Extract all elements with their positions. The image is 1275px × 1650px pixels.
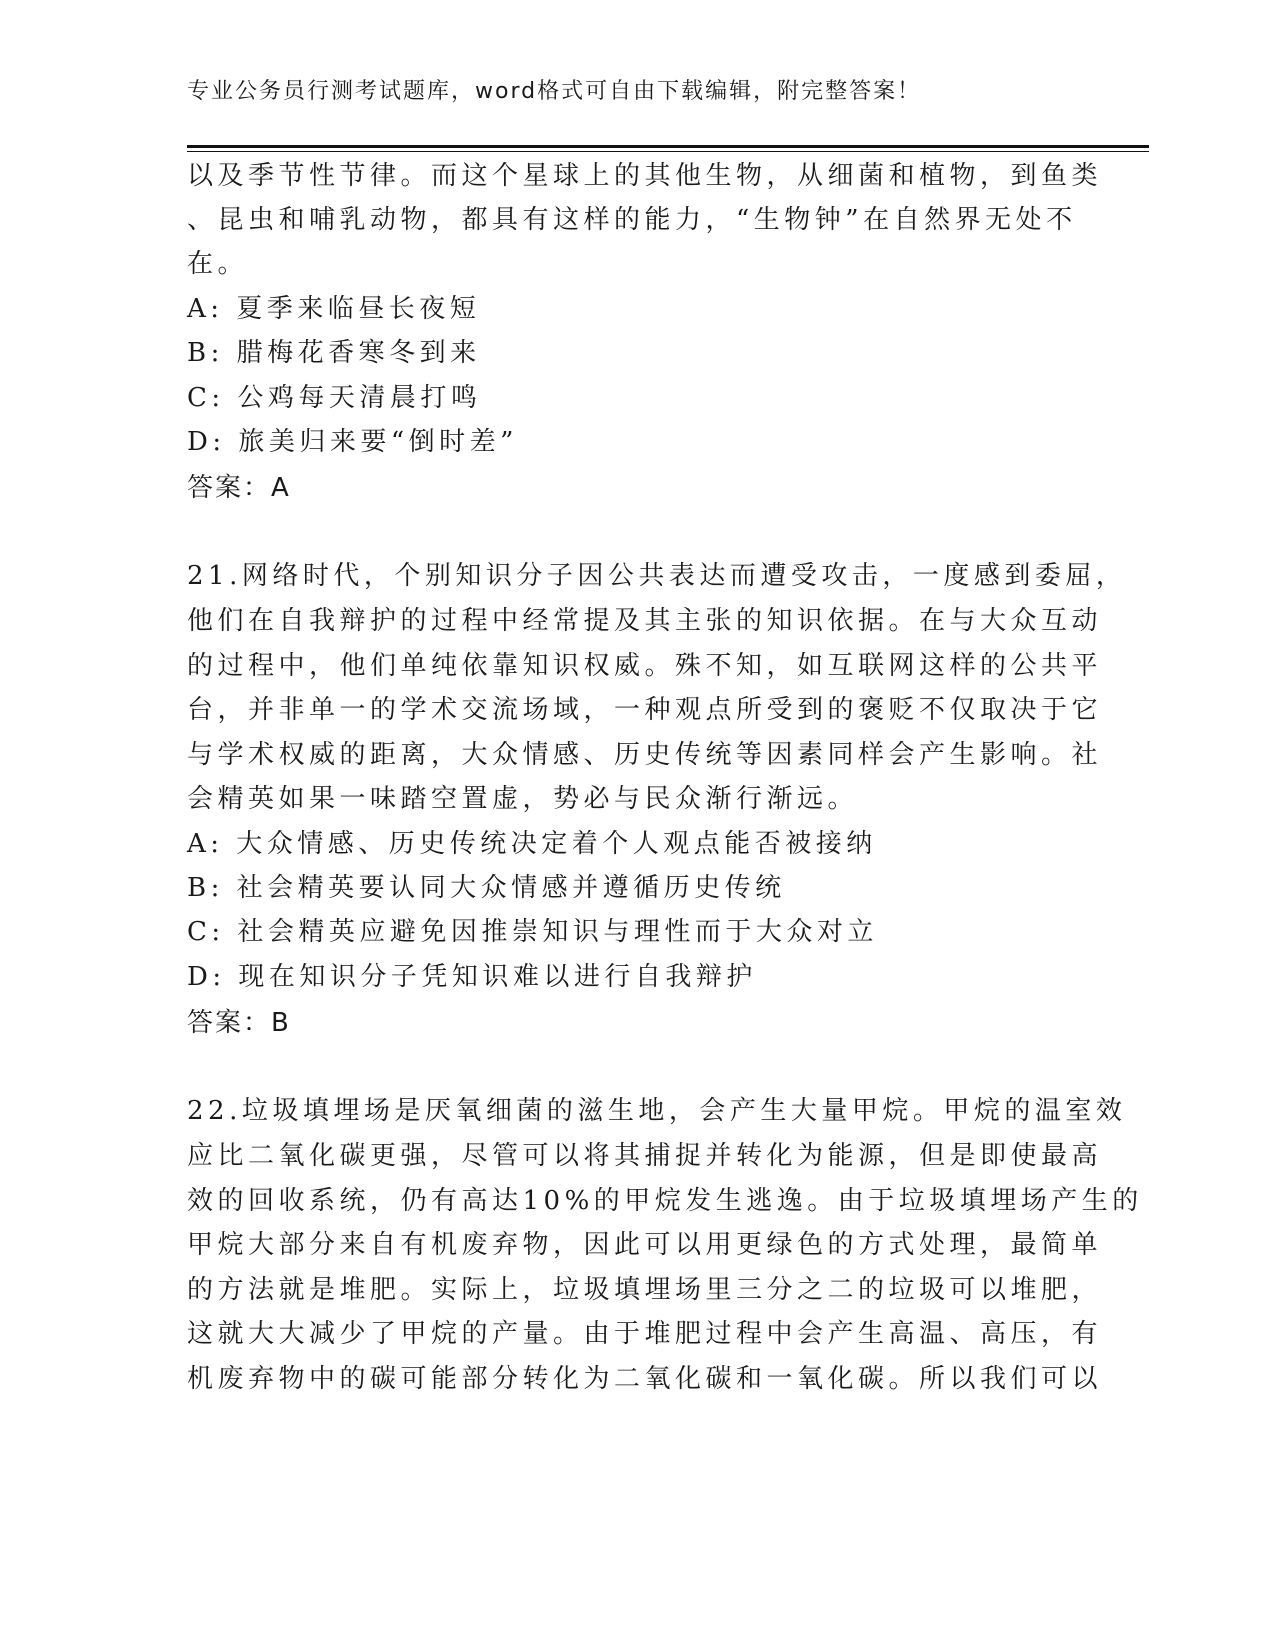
- q22-stem-line: 的方法就是堆肥。实际上，垃圾填埋场里三分之二的垃圾可以堆肥，: [187, 1275, 1103, 1305]
- q21-stem-line: 他们在自我辩护的过程中经常提及其主张的知识依据。在与大众互动: [187, 606, 1103, 636]
- q22-stem-line: 机废弃物中的碳可能部分转化为二氧化碳和一氧化碳。所以我们可以: [187, 1364, 1103, 1394]
- q21-answer: 答案：B: [187, 1008, 291, 1038]
- q20-stem-line: 以及季节性节律。而这个星球上的其他生物，从细菌和植物，到鱼类: [187, 161, 1103, 191]
- q21-option-d: D: 现在知识分子凭知识难以进行自我辩护: [187, 962, 757, 992]
- q20-answer: 答案：A: [187, 473, 291, 503]
- q22-stem-line: 22.垃圾填埋场是厌氧细菌的滋生地，会产生大量甲烷。甲烷的温室效: [187, 1096, 1127, 1126]
- q22-stem-line: 甲烷大部分来自有机废弃物，因此可以用更绿色的方式处理，最简单: [187, 1230, 1103, 1260]
- q20-option-c: C: 公鸡每天清晨打鸣: [187, 383, 482, 413]
- page-header: 专业公务员行测考试题库，word格式可自由下载编辑，附完整答案！: [187, 79, 922, 104]
- q20-option-b: B: 腊梅花香寒冬到来: [187, 338, 481, 368]
- q22-stem-line: 效的回收系统，仍有高达10%的甲烷发生逃逸。由于垃圾填埋场产生的: [187, 1186, 1143, 1216]
- q21-stem-line: 的过程中，他们单纯依靠知识权威。殊不知，如互联网这样的公共平: [187, 651, 1103, 681]
- q20-stem-line: 在。: [187, 249, 249, 279]
- header-rule-thin: [187, 151, 1149, 152]
- q21-option-c: C: 社会精英应避免因推崇知识与理性而于大众对立: [187, 917, 878, 947]
- q20-stem-line: 、昆虫和哺乳动物，都具有这样的能力，“生物钟”在自然界无处不: [187, 205, 1077, 235]
- q22-stem-line: 这就大大减少了甲烷的产量。由于堆肥过程中会产生高温、高压，有: [187, 1319, 1103, 1349]
- q21-stem-line: 台，并非单一的学术交流场域，一种观点所受到的褒贬不仅取决于它: [187, 695, 1103, 725]
- q20-option-d: D: 旅美归来要“倒时差”: [187, 427, 518, 457]
- q21-stem-line: 与学术权威的距离，大众情感、历史传统等因素同样会产生影响。社: [187, 740, 1103, 770]
- q22-stem-line: 应比二氧化碳更强，尽管可以将其捕捉并转化为能源，但是即使最高: [187, 1141, 1103, 1171]
- q21-option-a: A: 大众情感、历史传统决定着个人观点能否被接纳: [187, 829, 877, 859]
- q21-option-b: B: 社会精英要认同大众情感并遵循历史传统: [187, 873, 786, 903]
- q21-stem-line: 会精英如果一味踏空置虚，势必与民众渐行渐远。: [187, 784, 859, 814]
- header-rule-thick: [187, 145, 1149, 148]
- q21-stem-line: 21.网络时代，个别知识分子因公共表达而遭受攻击，一度感到委屈，: [187, 561, 1127, 591]
- q20-option-a: A: 夏季来临昼长夜短: [187, 294, 481, 324]
